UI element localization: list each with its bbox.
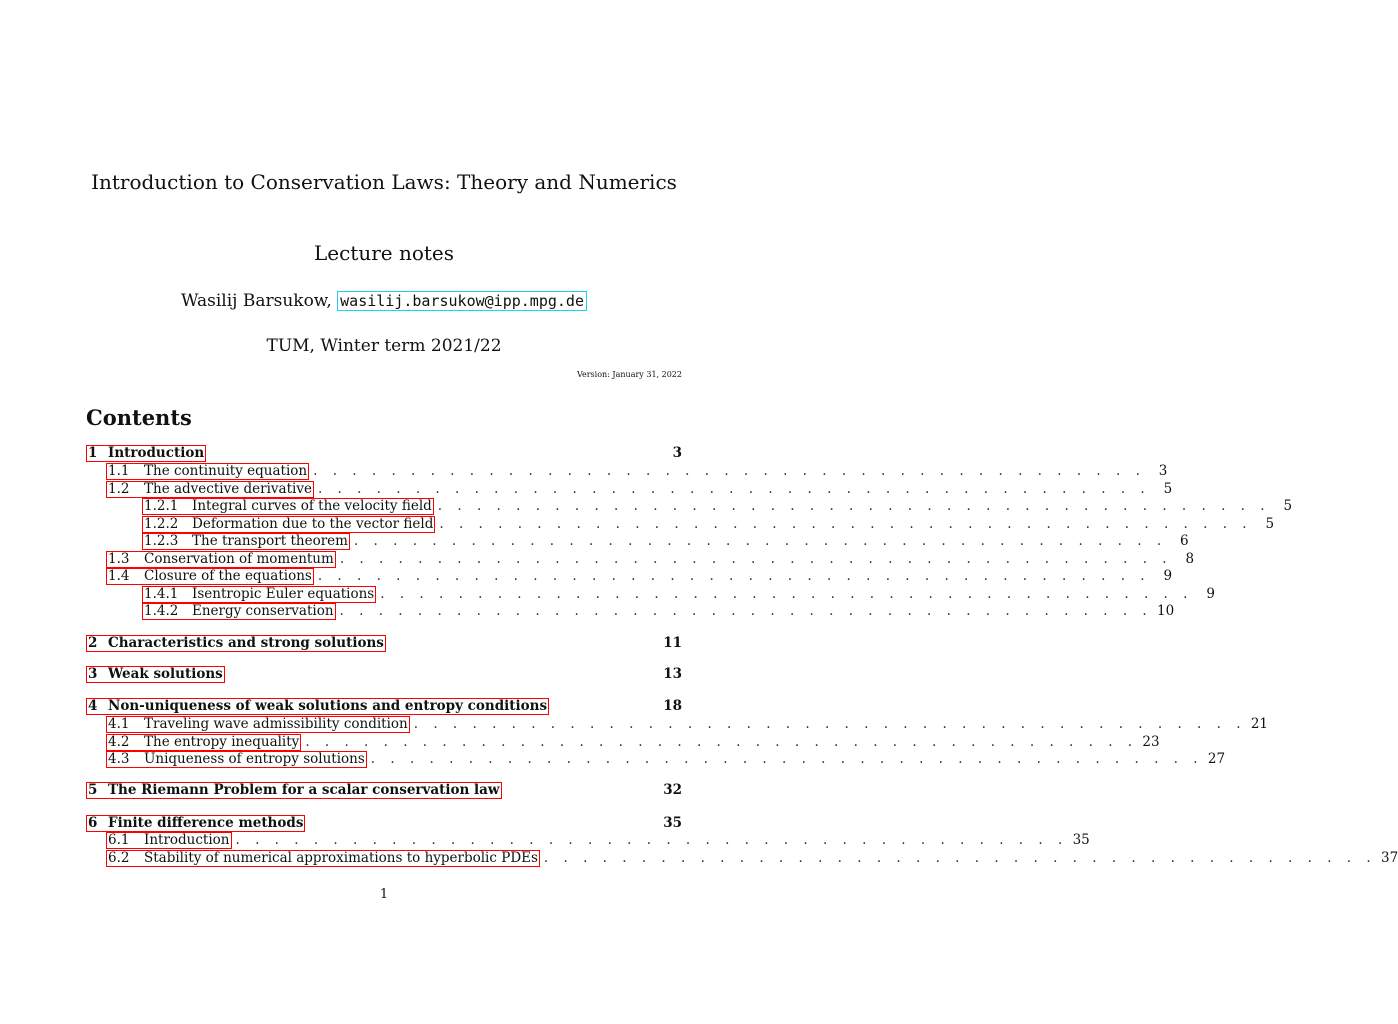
toc-page: 27 [1207, 751, 1226, 767]
toc-page: 9 [1206, 586, 1215, 602]
toc-link[interactable]: 5 The Riemann Problem for a scalar conservation law [88, 781, 500, 798]
toc-page: 23 [1142, 734, 1160, 750]
version-date: Version: January 31, 2022 [576, 370, 682, 379]
toc-entry[interactable] [86, 665, 682, 683]
toc-entry[interactable]: 6.1 Introduction . . . . . . . . . . . . . . . . . . . . . . . . . . . . . . . . . . . . . . . . . . . 35 [108, 831, 1090, 848]
toc-entry[interactable]: 1.2.3 The transport theorem . . . . . . . . . . . . . . . . . . . . . . . . . . . . . . . . . . . . . . . . . . 6 [144, 532, 1189, 549]
author-name: Wasilij Barsukow, [181, 291, 332, 311]
toc-link[interactable]: 1.2.1 Integral curves of the velocity field [144, 497, 432, 514]
toc-entry[interactable]: 1.4.2 Energy conservation . . . . . . . . . . . . . . . . . . . . . . . . . . . . . . . . . . . . . . . . . . 10 [144, 602, 1175, 619]
toc-link[interactable]: 6 Finite difference methods [88, 814, 304, 831]
toc-entry[interactable] [86, 781, 682, 799]
toc-entry[interactable]: 4.3 Uniqueness of entropy solutions . . . . . . . . . . . . . . . . . . . . . . . . . . . . . . . . . . . . . . . . . . . 27 [108, 750, 1226, 767]
toc-entry[interactable]: 1.1 The continuity equation . . . . . . . . . . . . . . . . . . . . . . . . . . . . . . . . . . . . . . . . . . . 3 [108, 462, 1168, 479]
toc-page: 35 [1072, 832, 1090, 848]
document-title: Introduction to Conservation Laws: Theory and Numerics [91, 170, 677, 194]
page-number: 1 [379, 887, 389, 902]
toc-link[interactable]: 1.2.2 Deformation due to the vector field [144, 515, 434, 532]
toc-page: 5 [1265, 516, 1275, 532]
toc-page: 10 [1157, 603, 1175, 619]
toc-page: 35 [663, 815, 682, 831]
toc-link[interactable]: 4.2 The entropy inequality [108, 733, 300, 750]
toc-page: 18 [663, 698, 682, 714]
toc-link[interactable]: 1.3 Conservation of momentum [108, 550, 334, 567]
toc-page: 13 [663, 666, 682, 682]
toc-page: 32 [663, 782, 682, 798]
toc-entry[interactable]: 1.4.1 Isentropic Euler equations . . . . . . . . . . . . . . . . . . . . . . . . . . . . . . . . . . . . . . . . . . 9 [144, 585, 1215, 602]
document-subtitle: Lecture notes [313, 241, 455, 265]
toc-link[interactable]: 1 Introduction [88, 444, 205, 461]
affiliation: TUM, Winter term 2021/22 [266, 336, 502, 356]
toc-link[interactable]: 6.1 Introduction [108, 831, 230, 848]
toc-page: 3 [672, 445, 682, 461]
toc-link[interactable]: 4.1 Traveling wave admissibility condition [108, 715, 408, 732]
toc-entry[interactable] [86, 814, 682, 832]
toc-page: 5 [1163, 481, 1173, 497]
toc-entry[interactable]: 6.2 Stability of numerical approximations to hyperbolic PDEs . . . . . . . . . . . . . . . . . . . . . . . . . . . . . . . . . . . . . . . . . . . 37 [108, 849, 1398, 866]
toc-page: 11 [663, 635, 682, 651]
toc-entry[interactable] [86, 634, 682, 652]
toc-link[interactable]: 4.3 Uniqueness of entropy solutions [108, 750, 365, 767]
toc-entry[interactable]: 1.2.1 Integral curves of the velocity field . . . . . . . . . . . . . . . . . . . . . . . . . . . . . . . . . . . . . . . . . . . 5 [144, 497, 1293, 514]
toc-page: 8 [1185, 551, 1195, 567]
toc-link[interactable]: 1.4.2 Energy conservation [144, 602, 334, 619]
toc-entry[interactable]: 4.1 Traveling wave admissibility condition . . . . . . . . . . . . . . . . . . . . . . . . . . . . . . . . . . . . . . . . . . . 21 [108, 715, 1268, 732]
toc-page: 9 [1163, 568, 1173, 584]
toc-entry[interactable]: 4.2 The entropy inequality . . . . . . . . . . . . . . . . . . . . . . . . . . . . . . . . . . . . . . . . . . . 23 [108, 733, 1160, 750]
toc-entry[interactable] [86, 697, 682, 715]
toc-page: 3 [1158, 463, 1168, 479]
toc-entry[interactable]: 1.4 Closure of the equations . . . . . . . . . . . . . . . . . . . . . . . . . . . . . . . . . . . . . . . . . . . 9 [108, 567, 1173, 584]
toc-page: 6 [1180, 533, 1189, 549]
toc-link[interactable]: 1.4 Closure of the equations [108, 567, 312, 584]
author-email-link[interactable]: wasilij.barsukow@ipp.mpg.de [337, 291, 587, 311]
toc-link[interactable]: 1.1 The continuity equation [108, 462, 308, 479]
toc-link[interactable]: 1.2.3 The transport theorem [144, 532, 348, 549]
toc-entry[interactable] [86, 444, 682, 462]
toc-link[interactable]: 6.2 Stability of numerical approximations to hyperbolic PDEs [108, 849, 538, 866]
toc-page: 37 [1381, 850, 1398, 866]
toc-entry[interactable]: 1.3 Conservation of momentum . . . . . . . . . . . . . . . . . . . . . . . . . . . . . . . . . . . . . . . . . . . 8 [108, 550, 1195, 567]
toc-entry[interactable]: 1.2.2 Deformation due to the vector field . . . . . . . . . . . . . . . . . . . . . . . . . . . . . . . . . . . . . . . . . . 5 [144, 515, 1275, 532]
toc-link[interactable]: 1.4.1 Isentropic Euler equations [144, 585, 375, 602]
toc-entry[interactable]: 1.2 The advective derivative . . . . . . . . . . . . . . . . . . . . . . . . . . . . . . . . . . . . . . . . . . . 5 [108, 480, 1173, 497]
contents-heading: Contents [86, 405, 192, 430]
toc-link[interactable]: 4 Non-uniqueness of weak solutions and entropy conditions [88, 697, 548, 714]
toc-link[interactable]: 1.2 The advective derivative [108, 480, 312, 497]
toc-page: 5 [1283, 498, 1293, 514]
author-line [0, 289, 768, 313]
toc-link[interactable]: 3 Weak solutions [88, 665, 223, 682]
toc-link[interactable]: 2 Characteristics and strong solutions [88, 634, 384, 651]
toc-page: 21 [1250, 716, 1268, 732]
